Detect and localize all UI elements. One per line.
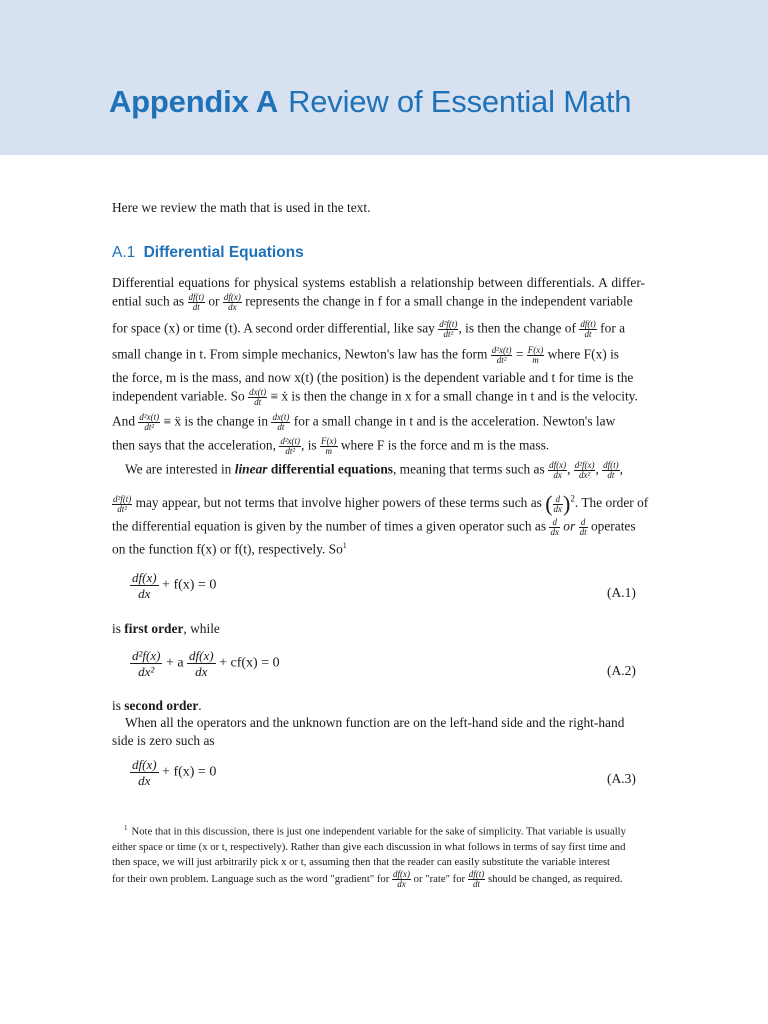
para1-line4 (112, 346, 645, 365)
section-title: Differential Equations (143, 244, 304, 261)
equation-rhs: + f(x) = 0 (162, 577, 217, 593)
fraction-df-dx: $\frac{df(x)}{dx}$ (223, 292, 241, 312)
para1-line6 (112, 388, 645, 407)
fraction-F-m: $\frac{F(x)}{m}$ (527, 345, 544, 365)
fraction-d2f-dt2: $\frac{\text{d²f(t)}}{\text{dt²}}$ (113, 493, 132, 514)
equation-a3 (130, 757, 216, 788)
fraction-d2f-dt2: $\frac{\text{d²f(t)}}{\text{dt²}}$ (439, 319, 458, 339)
footnote-line1: $^1$ Note that in this discussion, there is just one independent variable for the sake of simplicity. That variable is usually (124, 824, 626, 838)
text: ential such as (112, 293, 185, 309)
chapter-banner (0, 0, 768, 155)
text: for a small change in t and is the acceleration. Newton's law (293, 413, 616, 429)
section-number: A.1 (112, 244, 136, 261)
text: represents the change in f for a small change in the independent variable (245, 293, 633, 309)
appendix-title: Review of Essential Math (288, 84, 632, 119)
text: , is (301, 437, 317, 453)
text: independent variable. So (112, 388, 245, 404)
right-paren: ) (563, 491, 571, 516)
fraction-dx-dt: $\frac{dx(t)}{dt}$ (272, 412, 290, 432)
text: = (515, 346, 524, 362)
text: ≡ ẍ is the change in (163, 413, 269, 429)
fraction-d2x-dt2: $\frac{\text{d²x(t)}}{\text{dt²}}$ (491, 345, 512, 365)
text: the differential equation is given by the number of times a given operator such as (112, 518, 547, 534)
intro-text: Here we review the math that is used in the text. (112, 200, 371, 215)
term-first-order: first order (124, 621, 184, 636)
equation-number: (A.3) (607, 771, 636, 786)
footnote-line4: for their own problem. Language such as the word "gradient" for $\frac{df(x)}{dx}$ or "rate" for $\frac{df(t)}{dt}$ should be changed, as required. (112, 868, 623, 889)
para2-line2 (112, 491, 649, 517)
fraction-df-dx: $\frac{df(x)}{dx}$ (132, 757, 157, 788)
footnote-mark: 1 (124, 824, 128, 832)
para3-line2: side is zero such as (112, 733, 215, 748)
appendix-label: Appendix A (109, 84, 279, 119)
text: operates (590, 518, 636, 534)
text: then says that the acceleration, (112, 437, 276, 453)
text: , meaning that terms such as (392, 461, 545, 477)
equation-number: (A.1) (607, 585, 636, 600)
text: . The order of (574, 495, 649, 511)
fraction-d-dx: $\frac{d}{dx}$ (553, 493, 563, 514)
fraction-d2f-dx2: $\frac{\text{d²f(x)}}{\text{dx²}}$ (574, 460, 595, 480)
para1-line1: Differential equations for physical systems establish a relationship between differentials. A differ- (112, 275, 645, 290)
fraction-df-dt: $\frac{df(t)}{dt}$ (468, 868, 485, 889)
text: or (208, 293, 220, 309)
para2-line1: We are interested in linear differential equations, meaning that terms such as $\frac{df(x)}{dx}$ , $\frac{\text{d²f(x)}}{\text{dx²}}$ , $\frac{df(t)}{dt}$ , (125, 460, 624, 480)
footnote (112, 821, 645, 889)
section-heading (112, 244, 304, 262)
text: , is then the change of (458, 320, 576, 336)
equation-a1 (130, 570, 216, 601)
text: for a (600, 320, 626, 336)
para2-line4 (112, 541, 645, 557)
equation-a2 (130, 648, 280, 679)
para1-line2 (112, 293, 645, 312)
fraction-d-dx: $\frac{d}{dx}$ (550, 517, 559, 537)
after-eq1: is first order, while (112, 621, 220, 636)
fraction-df-dt: $\frac{df(t)}{dt}$ (580, 319, 596, 339)
text: may appear, but not terms that involve higher powers of these terms such as (135, 495, 542, 511)
fraction-df-dt: $\frac{df(t)}{dt}$ (188, 292, 204, 312)
text: ≡ ẋ is then the change in x for a small change in t and is the velocity. (270, 388, 638, 404)
fraction-d2x-dt2: $\frac{\text{d²x(t)}}{\text{dt²}}$ (280, 436, 301, 456)
fraction-df-dx: $\frac{df(x)}{dx}$ (392, 868, 410, 889)
term-second-order: second order (124, 698, 199, 713)
text: on the function f(x) or f(t), respectively. So (112, 541, 343, 557)
fraction-df-dx: $\frac{df(x)}{dx}$ (189, 648, 214, 679)
after-eq2: is second order. (112, 698, 202, 713)
equation-term: + a (165, 655, 184, 671)
para1-line3 (112, 320, 645, 339)
exponent: 2 (570, 493, 575, 504)
fraction-dx-dt: $\frac{dx(t)}{dt}$ (249, 387, 267, 407)
fraction-df-dx: $\frac{df(x)}{dx}$ (549, 460, 567, 480)
para1-line5: the force, m is the mass, and now x(t) (the position) is the dependent variable and t for time is the (112, 370, 634, 385)
footnote-line3: then space, we will just arbitrarily pick x or t, assuming then that the reader can easily substitute the variable interest (112, 855, 611, 868)
text: We are interested in (125, 461, 232, 477)
chapter-title (109, 84, 631, 120)
term-differential-equations: differential equations (270, 461, 393, 477)
fraction-d2x-dt2: $\frac{\text{d²x(t)}}{\text{dt²}}$ (139, 412, 160, 432)
footnote-ref: 1 (342, 541, 347, 550)
equation-rhs: + f(x) = 0 (162, 764, 217, 780)
fraction-df-dx: $\frac{df(x)}{dx}$ (132, 570, 157, 601)
text: small change in t. From simple mechanics, Newton's law has the form (112, 346, 488, 362)
text: where F is the force and m is the mass. (340, 437, 550, 453)
footnote-line2: either space or time (x or t, respectively). Rather than give each discussion in what follows in terms of say first time and (112, 840, 626, 853)
text: And (112, 413, 136, 429)
emphasis-linear: linear (234, 461, 268, 477)
left-paren: ( (545, 491, 553, 516)
fraction-d-dt: $\frac{d}{dt}$ (579, 517, 587, 537)
fraction-df-dt: $\frac{df(t)}{dt}$ (603, 460, 619, 480)
equation-number: (A.2) (607, 663, 636, 678)
text: or (563, 518, 576, 534)
para3-line1: When all the operators and the unknown function are on the left-hand side and the right-hand (125, 715, 625, 730)
para1-line8 (112, 437, 645, 456)
equation-rhs: + cf(x) = 0 (219, 655, 280, 671)
para1-line7 (112, 413, 645, 432)
fraction-d2f-dx2: $\frac{\text{d²f(x)}}{\text{dx²}}$ (132, 648, 161, 679)
fraction-F-m: $\frac{F(x)}{m}$ (321, 436, 337, 456)
text: for space (x) or time (t). A second order differential, like say (112, 320, 435, 336)
para2-line3 (112, 518, 645, 537)
text: where F(x) is (547, 346, 620, 362)
